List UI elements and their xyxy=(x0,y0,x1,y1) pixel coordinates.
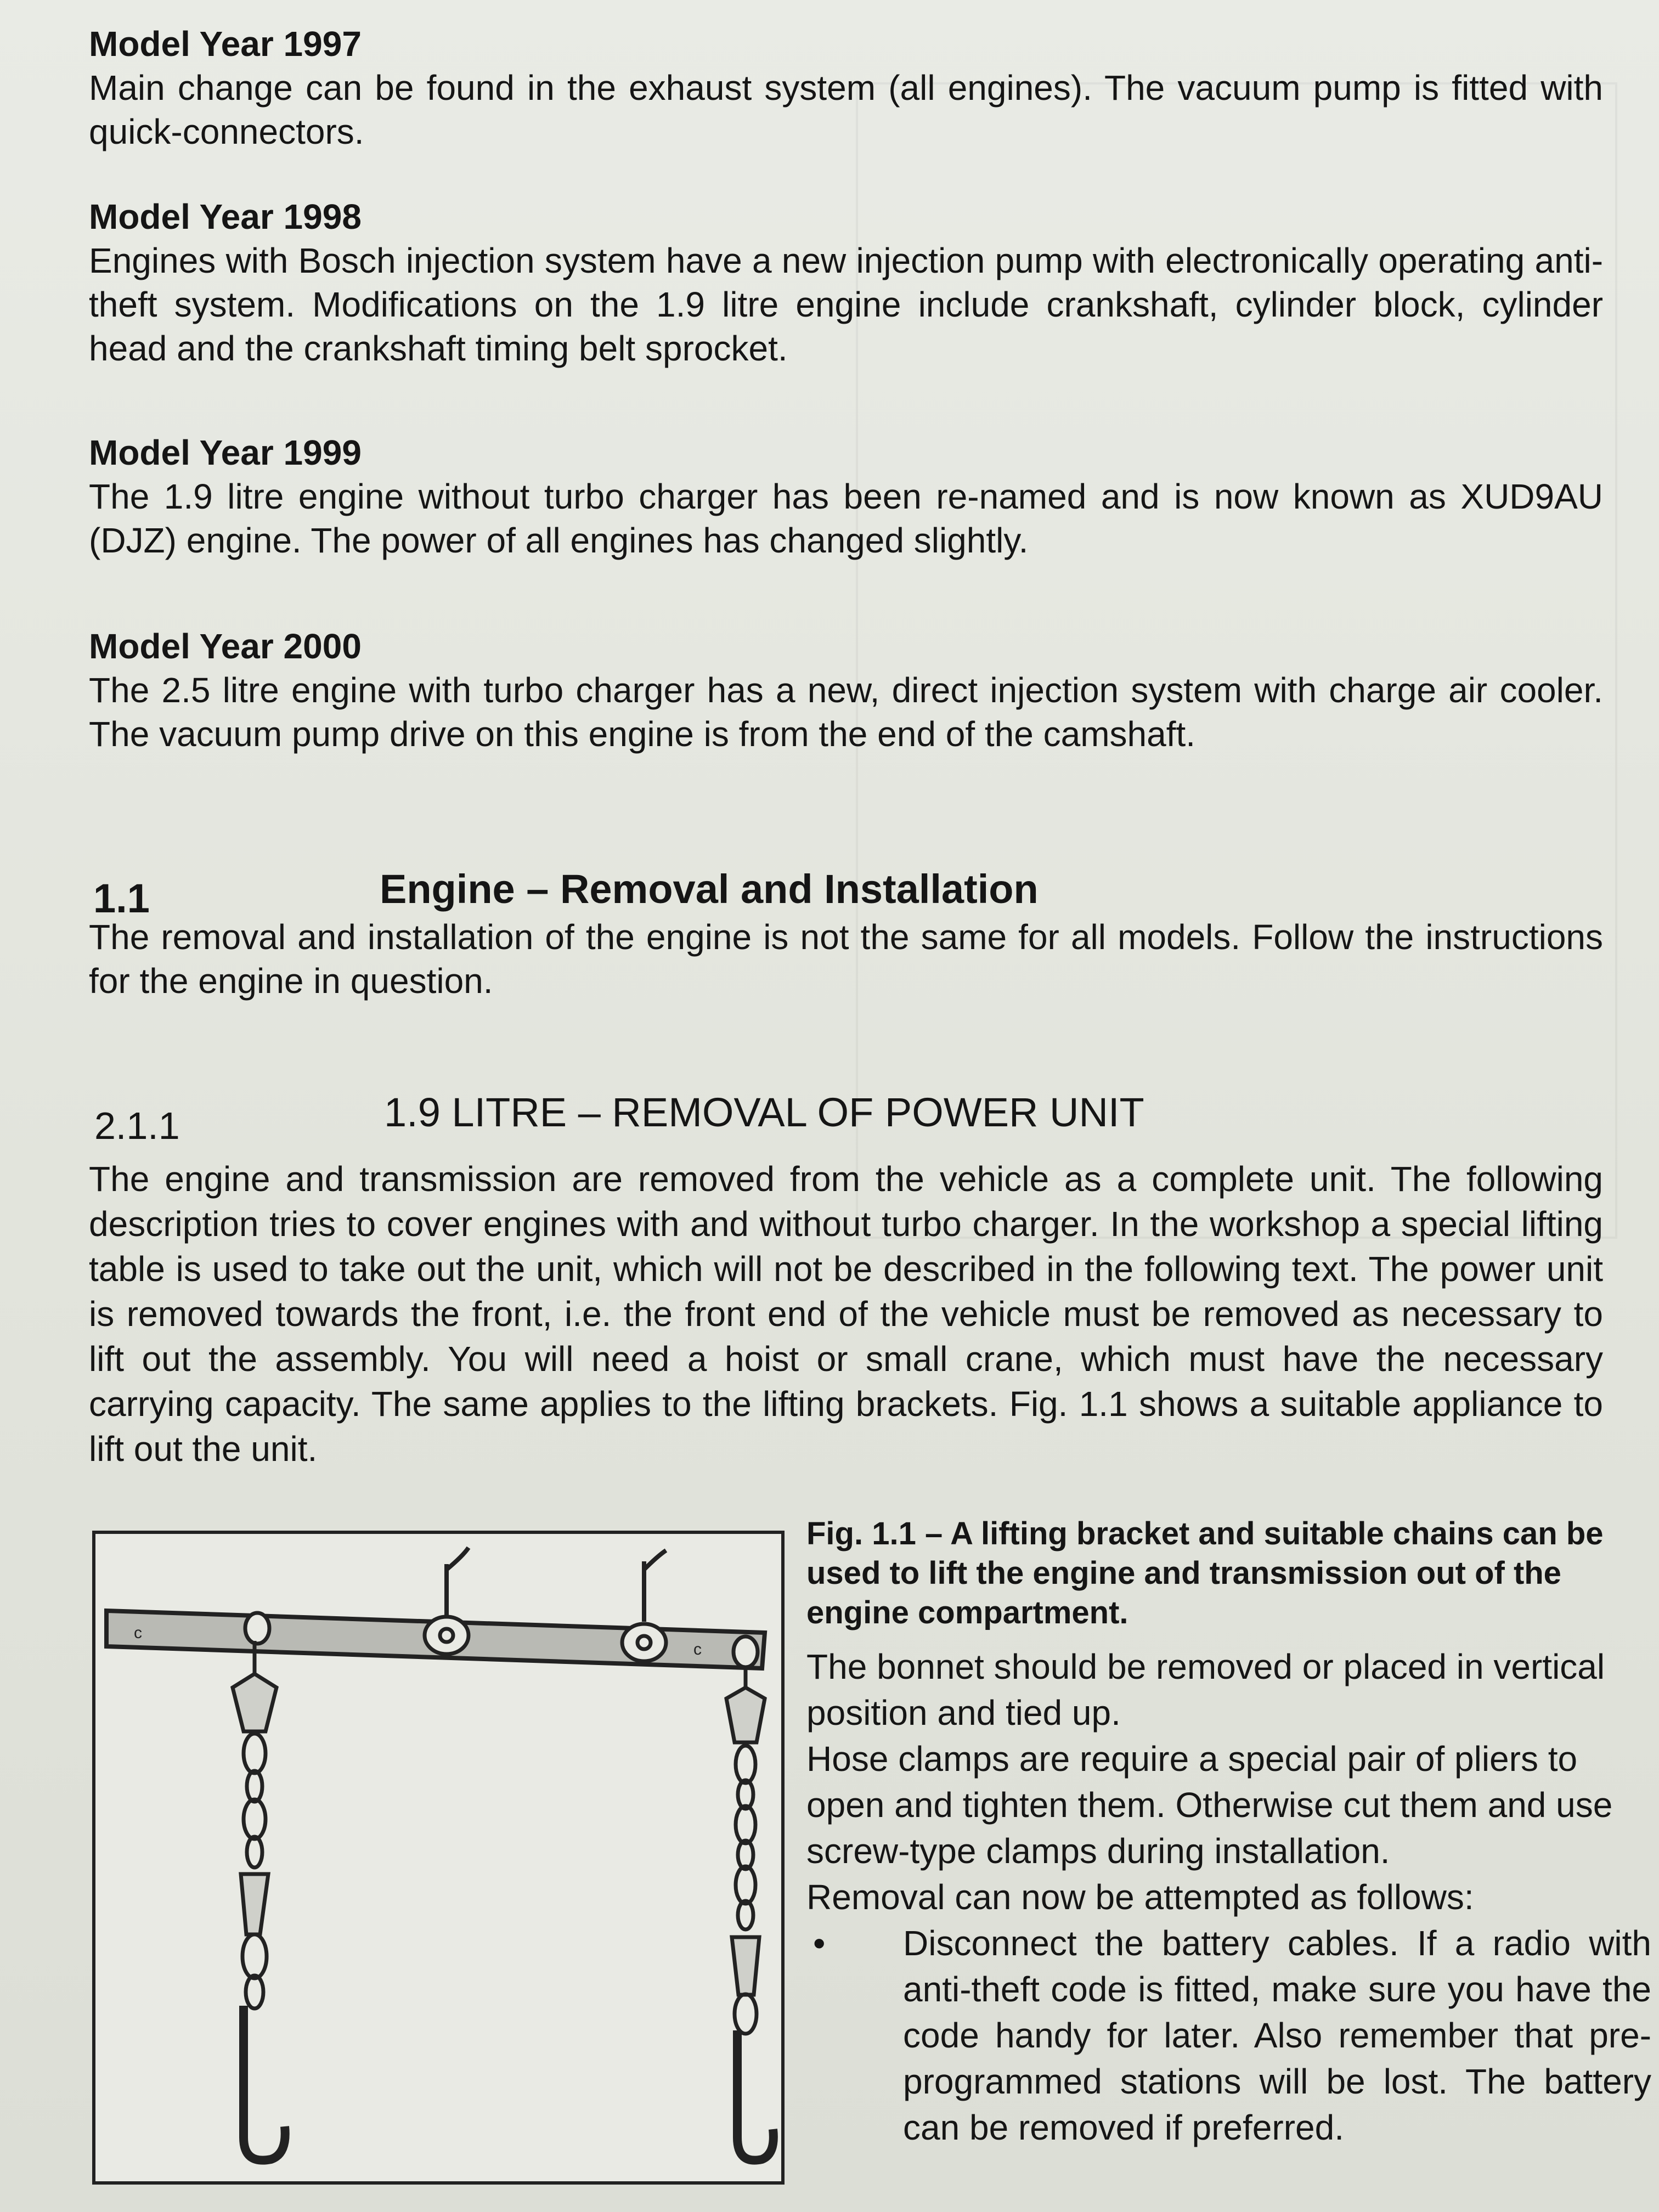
bullet-item xyxy=(806,1920,1651,2151)
model-year-text: The 2.5 litre engine with turbo charger has a new, direct injection system with charge air cooler. The vacuum pump drive on this engine is from the end of the camshaft. xyxy=(89,670,1603,754)
svg-text:c: c xyxy=(693,1640,702,1658)
subsection-number: 2.1.1 xyxy=(94,1104,180,1147)
model-year-heading: Model Year 1999 xyxy=(89,433,362,472)
side-paragraph: The bonnet should be removed or placed in vertical position and tied up. xyxy=(806,1647,1605,1733)
model-year-text: Main change can be found in the exhaust system (all engines). The vacuum pump is fitted with quick-connectors. xyxy=(89,68,1603,151)
model-year-text: The 1.9 litre engine without turbo charger has been re-named and is now known as XUD9AU (DJZ) engine. The power of all engines has changed slightly. xyxy=(89,477,1603,560)
model-year-1998-block xyxy=(89,195,1603,370)
model-year-heading: Model Year 2000 xyxy=(89,627,362,666)
model-year-1999-block xyxy=(89,431,1603,562)
model-year-text: Engines with Bosch injection system have a new injection pump with electronically operating anti-theft system. Modifications on the 1.9 litre engine include crankshaft, cylinder block, cylinder head and the crankshaft timing belt sprocket. xyxy=(89,241,1603,368)
section-intro xyxy=(89,915,1603,1003)
section-text: The removal and installation of the engine is not the same for all models. Follow the instructions for the engine in question. xyxy=(89,917,1603,1001)
subsection-body xyxy=(89,1156,1603,1471)
bullet-text: Disconnect the battery cables. If a radio with anti-theft code is fitted, make sure you have the code handy for later. Also remember that pre-programmed stations will be lost. The battery can be removed if preferred. xyxy=(903,1923,1651,2147)
model-year-heading: Model Year 1998 xyxy=(89,197,362,236)
lifting-bracket-figure xyxy=(92,1531,785,2185)
subsection-text: The engine and transmission are removed from the vehicle as a complete unit. The following description tries to cover engines with and without turbo charger. In the workshop a special lifting table is used to take out the unit, which will not be described in the following text. The power unit is removed towards the front, i.e. the front end of the vehicle must be removed as necessary to lift out the assembly. You will need a hoist or small crane, which must have the necessary carrying capacity. The same applies to the lifting brackets. Fig. 1.1 shows a suitable appliance to lift out the unit. xyxy=(89,1159,1603,1469)
side-paragraph: Hose clamps are require a special pair of pliers to open and tighten them. Otherwise cut them and use screw-type clamps during installation. xyxy=(806,1739,1613,1871)
svg-text:c: c xyxy=(134,1624,142,1642)
section-title: Engine – Removal and Installation xyxy=(380,866,1039,912)
model-year-2000-block xyxy=(89,624,1603,756)
figure-caption: Fig. 1.1 – A lifting bracket and suitable chains can be used to lift the engine and transmission out of the engine compartment. xyxy=(806,1516,1604,1630)
bullet-icon: • xyxy=(813,1923,826,1963)
lifting-bracket-illustration xyxy=(95,1534,781,2181)
side-paragraph: Removal can now be attempted as follows: xyxy=(806,1877,1474,1917)
section-number: 1.1 xyxy=(93,876,150,921)
figure-side-column xyxy=(806,1514,1651,2151)
model-year-heading: Model Year 1997 xyxy=(89,24,362,64)
subsection-title: 1.9 LITRE – REMOVAL OF POWER UNIT xyxy=(384,1090,1144,1135)
model-year-1997-block xyxy=(89,22,1603,154)
